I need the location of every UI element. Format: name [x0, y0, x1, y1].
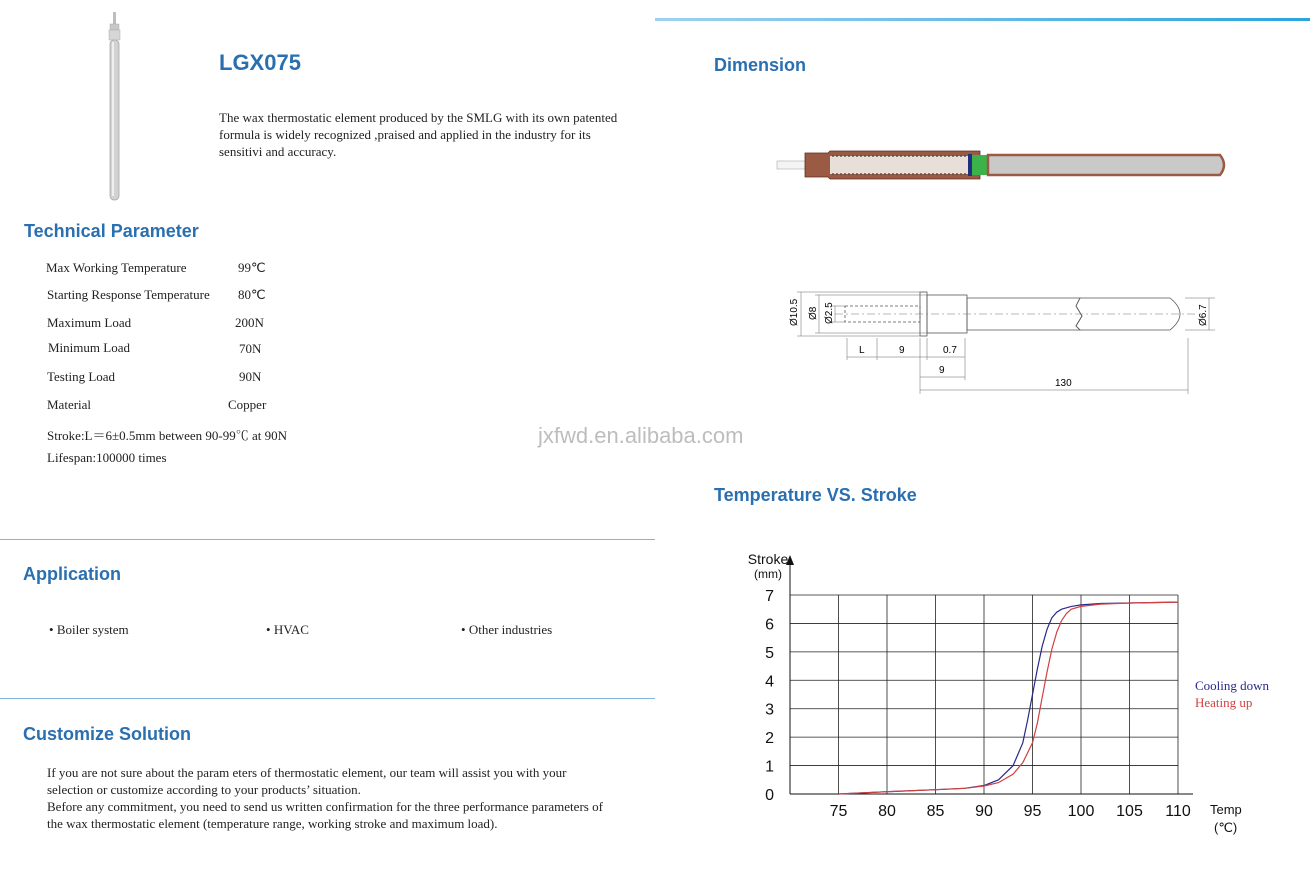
- y-tick-label: 2: [765, 730, 774, 748]
- x-tick-label: 95: [1023, 803, 1042, 820]
- dim-label: 0.7: [943, 345, 957, 356]
- param-label: Max Working Temperature: [46, 260, 187, 275]
- y-tick-label: 7: [765, 588, 774, 605]
- legend-heating: Heating up: [1195, 695, 1253, 710]
- customize-paragraph: Before any commitment, you need to send us written confirmation for the three performance parameters of the wax thermostatic element (temperature range, working stroke and maximum load).: [47, 799, 603, 831]
- y-tick-label: 0: [765, 787, 774, 804]
- product-image: [100, 12, 130, 204]
- y-tick-label: 6: [765, 616, 774, 634]
- application-heading: Application: [23, 564, 121, 584]
- param-value: 99℃: [238, 260, 266, 275]
- technical-heading: Technical Parameter: [24, 221, 199, 241]
- param-value: 80℃: [238, 287, 266, 302]
- x-tick-label: 90: [975, 803, 993, 820]
- customize-paragraph: If you are not sure about the param eters of thermostatic element, our team will assist you with your selection or customize according to your products’ situation.: [47, 765, 567, 797]
- y-axis-unit: (mm): [754, 567, 782, 581]
- x-axis-unit: (℃): [1214, 820, 1238, 835]
- dim-label: Ø6.7: [1198, 304, 1209, 326]
- y-tick-label: 3: [765, 701, 774, 719]
- y-tick-label: 1: [765, 758, 774, 776]
- param-value: Copper: [228, 397, 267, 412]
- param-label: Minimum Load: [48, 340, 130, 355]
- x-tick-label: 105: [1116, 803, 1143, 820]
- param-label: Maximum Load: [47, 315, 132, 330]
- application-item: • HVAC: [266, 622, 309, 637]
- application-item: • Other industries: [461, 622, 553, 637]
- param-label: Material: [47, 397, 92, 412]
- param-value: 200N: [235, 315, 264, 330]
- dim-label: 9: [939, 365, 945, 376]
- application-item: • Boiler system: [49, 622, 129, 637]
- x-axis-label: Temp: [1210, 802, 1242, 817]
- dim-label: 130: [1055, 378, 1072, 389]
- lifespan-spec: Lifespan:100000 times: [47, 450, 167, 465]
- dim-label: Ø2.5: [824, 302, 835, 324]
- stroke-spec: Stroke:L＝6±0.5mm between 90-99℃ at 90N: [47, 428, 288, 443]
- x-tick-label: 110: [1165, 803, 1191, 820]
- dim-label: 9: [899, 345, 905, 356]
- param-value: 70N: [239, 341, 262, 356]
- x-tick-label: 75: [829, 803, 848, 820]
- dimension-drawing: [775, 282, 1235, 397]
- x-tick-label: 80: [878, 803, 896, 820]
- top-accent-bar: [655, 18, 1310, 21]
- y-axis-label: Stroke: [747, 551, 789, 567]
- section-divider: [0, 698, 655, 699]
- param-label: Starting Response Temperature: [47, 287, 210, 302]
- product-title: LGX075: [219, 50, 301, 75]
- chart-heading: Temperature VS. Stroke: [714, 485, 917, 505]
- y-tick-label: 5: [765, 644, 774, 662]
- dim-label: Ø10.5: [789, 298, 800, 326]
- param-value: 90N: [239, 369, 262, 384]
- dimension-heading: Dimension: [714, 55, 807, 75]
- x-tick-label: 100: [1067, 803, 1095, 820]
- x-tick-label: 85: [926, 803, 945, 820]
- customize-heading: Customize Solution: [23, 724, 191, 744]
- dim-label: L: [859, 345, 865, 356]
- section-divider: [0, 539, 655, 540]
- dim-label: Ø8: [808, 306, 819, 320]
- y-tick-label: 4: [765, 673, 774, 691]
- product-description: The wax thermostatic element produced by the SMLG with its own patented formula is widely recognized ,praised and applied in the industry for its sensitivi and accuracy.: [219, 110, 618, 159]
- legend-cooling: Cooling down: [1195, 678, 1270, 693]
- param-label: Testing Load: [47, 369, 116, 384]
- watermark: jxfwd.en.alibaba.com: [538, 423, 744, 448]
- cross-section-drawing: [770, 145, 1240, 190]
